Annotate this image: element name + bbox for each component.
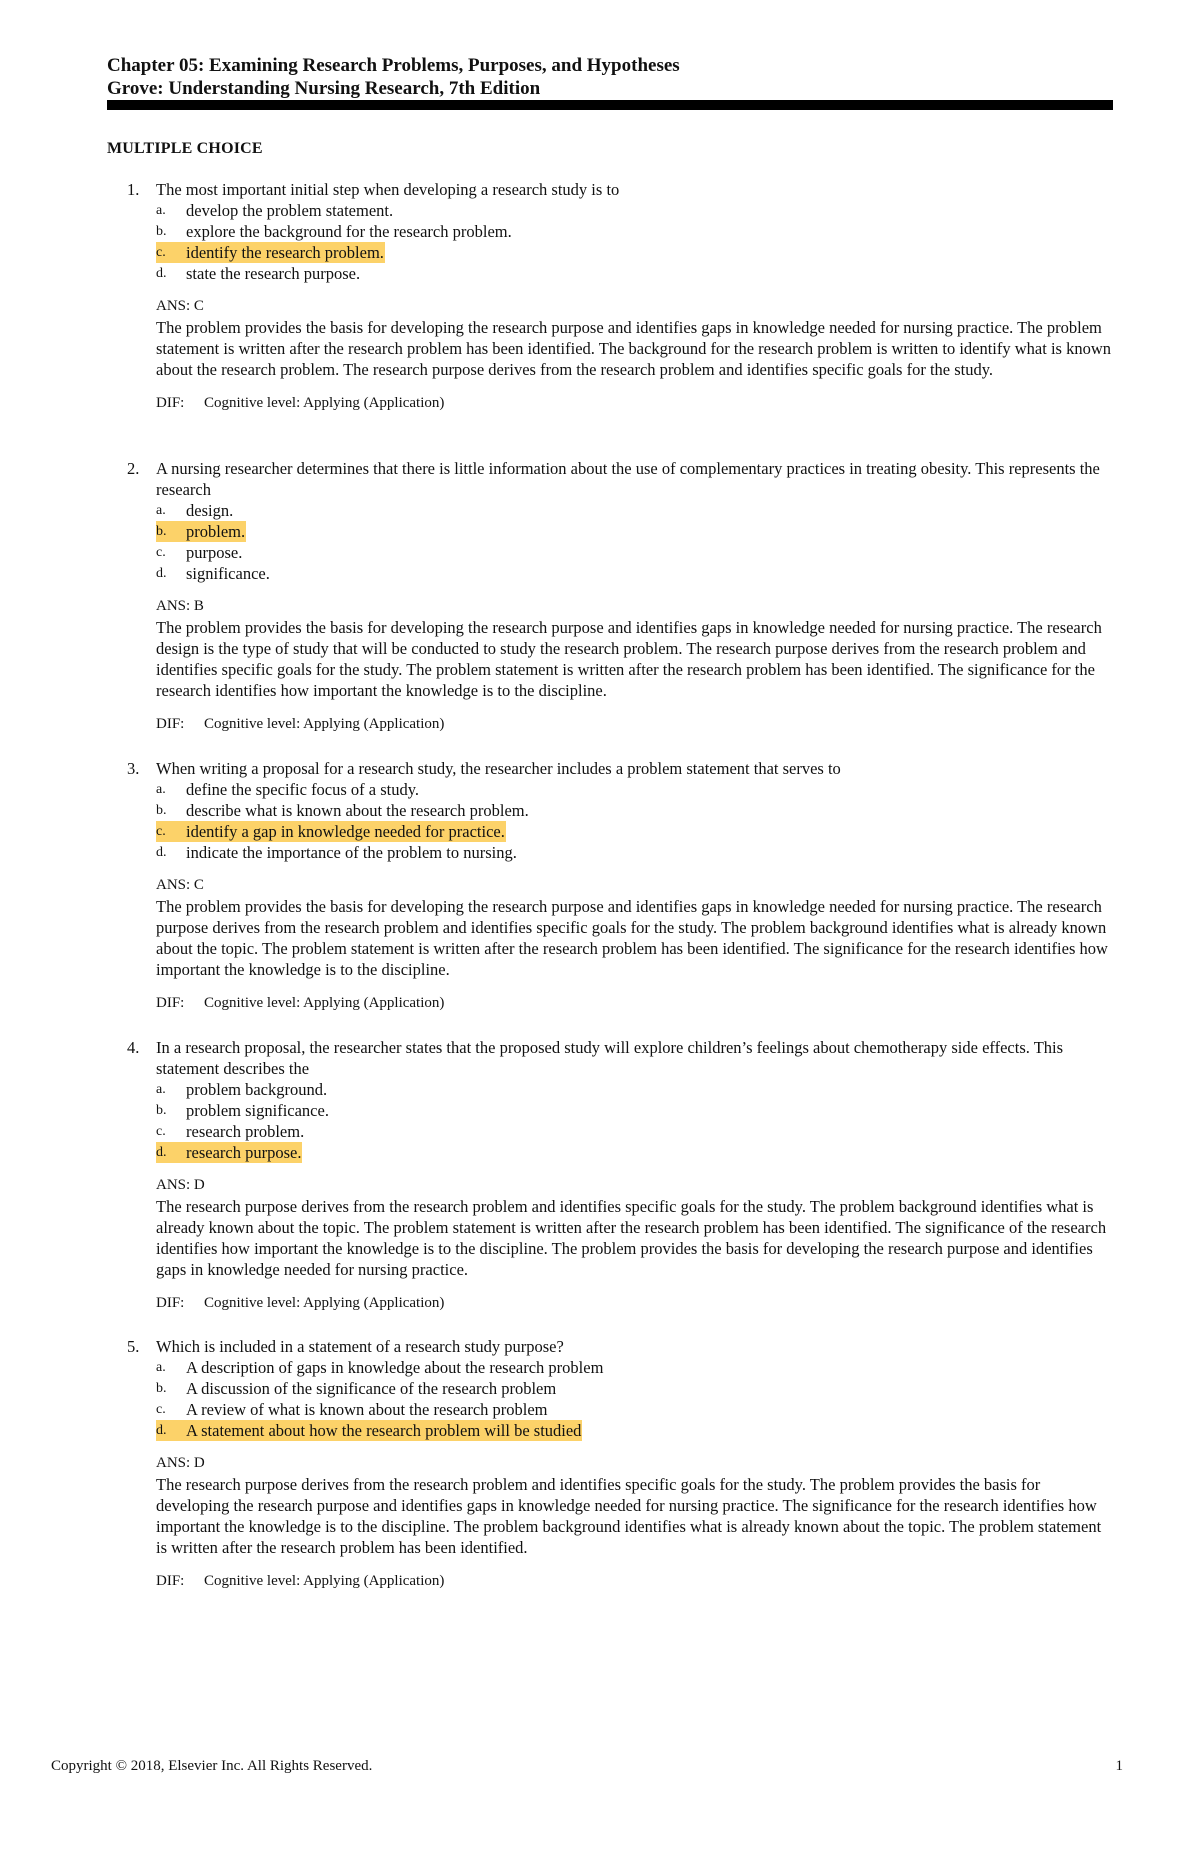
choice-text: A review of what is known about the research problem xyxy=(186,1400,548,1419)
choice-d-correct xyxy=(156,1142,302,1163)
rationale: The problem provides the basis for developing the research purpose and identifies gaps in knowledge needed for nursing practice. The research purpose derives from the research problem and identifies specific goals for the study. The problem background identifies what is already known about the topic. The problem statement is written after the research problem has been identified. The significance for the research identifies how important the knowledge is to the discipline. xyxy=(156,897,1108,979)
choice-text: problem background. xyxy=(186,1080,328,1099)
question-number: 1. xyxy=(127,180,140,199)
choice-letter: a. xyxy=(156,782,166,797)
difficulty xyxy=(156,1293,1113,1314)
rationale: The research purpose derives from the research problem and identifies specific goals for the study. The problem provides the basis for developing the research purpose and identifies gaps in knowledge needed for nursing practice. The significance for the research identifies how important the knowledge is to the discipline. The problem background identifies what is already known about the topic. The problem statement is written after the research problem has been identified. xyxy=(156,1475,1102,1557)
choice-c xyxy=(156,542,1113,563)
difficulty xyxy=(156,393,1113,414)
question-stem: The most important initial step when developing a research study is to xyxy=(156,180,620,199)
choice-a xyxy=(156,1357,1113,1378)
choice-letter: c. xyxy=(156,1402,166,1417)
rationale: The research purpose derives from the research problem and identifies specific goals for the study. The problem background identifies what is already known about the topic. The problem statement is written after the research problem has been identified. The significance of the research identifies how important the knowledge is to the discipline. The problem provides the basis for developing the research purpose and identifies gaps in knowledge needed for nursing practice. xyxy=(156,1197,1107,1279)
dif-label: DIF: xyxy=(156,1295,185,1311)
choice-text: problem. xyxy=(186,522,246,541)
dif-value: Cognitive level: Applying (Application) xyxy=(204,995,445,1011)
question-stem: When writing a proposal for a research study, the researcher includes a problem statement that serves to xyxy=(156,759,841,778)
dif-value: Cognitive level: Applying (Application) xyxy=(204,1573,445,1589)
dif-value: Cognitive level: Applying (Application) xyxy=(204,1295,445,1311)
choice-letter: c. xyxy=(156,545,166,560)
choice-a xyxy=(156,200,1113,221)
choice-b xyxy=(156,221,1113,242)
page-footer xyxy=(51,1758,1123,1775)
choice-list xyxy=(156,1357,1113,1441)
choice-a xyxy=(156,779,1113,800)
choice-d-correct xyxy=(156,1420,582,1441)
answer-label: ANS: D xyxy=(156,1177,205,1193)
question-stem: A nursing researcher determines that there is little information about the use of complementary practices in treating obesity. This represents the research xyxy=(156,459,1100,499)
choice-text: design. xyxy=(186,501,234,520)
answer-key xyxy=(156,294,1113,317)
choice-list xyxy=(156,1079,1113,1163)
choice-d xyxy=(156,563,1113,584)
dif-label: DIF: xyxy=(156,995,185,1011)
answer-key xyxy=(156,1173,1113,1196)
choice-text: develop the problem statement. xyxy=(186,201,394,220)
dif-label: DIF: xyxy=(156,395,185,411)
choice-letter: b. xyxy=(156,524,167,539)
choice-text: indicate the importance of the problem to nursing. xyxy=(186,843,517,862)
choice-text: problem significance. xyxy=(186,1101,329,1120)
choice-letter: c. xyxy=(156,245,166,260)
answer-key xyxy=(156,1451,1113,1474)
choice-text: identify the research problem. xyxy=(186,243,384,262)
choice-text: A description of gaps in knowledge about the research problem xyxy=(186,1358,604,1377)
rationale: The problem provides the basis for developing the research purpose and identifies gaps in knowledge needed for nursing practice. The problem statement is written after the research problem has been identified. The background for the research problem is written to identify what is known about the research problem. The research purpose derives from the research problem and identifies specific goals for the study. xyxy=(156,318,1112,379)
choice-letter: a. xyxy=(156,1082,166,1097)
choice-c xyxy=(156,1399,1113,1420)
choice-letter: b. xyxy=(156,803,167,818)
choice-text: explore the background for the research problem. xyxy=(186,222,512,241)
book-title: Grove: Understanding Nursing Research, 7th Edition xyxy=(107,78,541,99)
choice-list xyxy=(156,779,1113,863)
choice-d xyxy=(156,842,1113,863)
question-number: 2. xyxy=(127,459,140,478)
choice-text: identify a gap in knowledge needed for practice. xyxy=(186,822,505,841)
question-4 xyxy=(107,1037,1113,1314)
difficulty xyxy=(156,714,1113,735)
question-3 xyxy=(107,758,1113,1014)
choice-letter: c. xyxy=(156,824,166,839)
choice-b xyxy=(156,800,1113,821)
choice-c xyxy=(156,1121,1113,1142)
choice-text: research purpose. xyxy=(186,1143,302,1162)
dif-value: Cognitive level: Applying (Application) xyxy=(204,716,445,732)
choice-letter: c. xyxy=(156,1124,166,1139)
choice-list xyxy=(156,200,1113,284)
choice-text: significance. xyxy=(186,564,270,583)
choice-letter: b. xyxy=(156,224,167,239)
choice-letter: b. xyxy=(156,1381,167,1396)
choice-letter: d. xyxy=(156,845,167,860)
answer-label: ANS: B xyxy=(156,598,204,614)
question-number: 4. xyxy=(127,1038,140,1057)
choice-b xyxy=(156,1100,1113,1121)
question-1 xyxy=(107,179,1113,414)
choice-text: define the specific focus of a study. xyxy=(186,780,420,799)
choice-d xyxy=(156,263,1113,284)
choice-letter: a. xyxy=(156,1360,166,1375)
choice-list xyxy=(156,500,1113,584)
choice-c-correct xyxy=(156,242,385,263)
section-title: MULTIPLE CHOICE xyxy=(107,140,263,157)
choice-letter: a. xyxy=(156,503,166,518)
answer-label: ANS: D xyxy=(156,1455,205,1471)
answer-key xyxy=(156,594,1113,617)
rationale: The problem provides the basis for developing the research purpose and identifies gaps in knowledge needed for nursing practice. The research design is the type of study that will be conducted to study the research problem. The research purpose derives from the research problem and identifies specific goals for the study. The problem statement is written after the research problem has been identified. The significance for the research identifies how important the knowledge is to the discipline. xyxy=(156,618,1102,700)
choice-text: A statement about how the research problem will be studied xyxy=(186,1421,582,1440)
choice-text: purpose. xyxy=(186,543,243,562)
choice-b-correct xyxy=(156,521,246,542)
choice-letter: d. xyxy=(156,1423,167,1438)
choice-letter: a. xyxy=(156,203,166,218)
choice-b xyxy=(156,1378,1113,1399)
choice-text: describe what is known about the research problem. xyxy=(186,801,529,820)
question-number: 5. xyxy=(127,1337,140,1356)
header-rule xyxy=(107,100,1113,110)
question-number: 3. xyxy=(127,759,140,778)
difficulty xyxy=(156,1571,1113,1592)
question-stem: In a research proposal, the researcher states that the proposed study will explore children’s feelings about chemotherapy side effects. This statement describes the xyxy=(156,1038,1064,1078)
answer-label: ANS: C xyxy=(156,298,204,314)
difficulty xyxy=(156,993,1113,1014)
choice-a xyxy=(156,1079,1113,1100)
choice-letter: d. xyxy=(156,566,167,581)
question-2 xyxy=(107,458,1113,735)
question-5 xyxy=(107,1336,1113,1592)
dif-value: Cognitive level: Applying (Application) xyxy=(204,395,445,411)
answer-key xyxy=(156,873,1113,896)
choice-c-correct xyxy=(156,821,506,842)
dif-label: DIF: xyxy=(156,1573,185,1589)
choice-letter: d. xyxy=(156,1145,167,1160)
choice-letter: d. xyxy=(156,266,167,281)
choice-letter: b. xyxy=(156,1103,167,1118)
question-stem: Which is included in a statement of a research study purpose? xyxy=(156,1337,564,1356)
choice-text: state the research purpose. xyxy=(186,264,361,283)
page-number: 1 xyxy=(1115,1758,1123,1774)
choice-a xyxy=(156,500,1113,521)
choice-text: research problem. xyxy=(186,1122,305,1141)
dif-label: DIF: xyxy=(156,716,185,732)
copyright-notice: Copyright © 2018, Elsevier Inc. All Rights Reserved. xyxy=(51,1758,373,1774)
choice-text: A discussion of the significance of the research problem xyxy=(186,1379,557,1398)
document-header xyxy=(107,54,1113,100)
chapter-title: Chapter 05: Examining Research Problems, Purposes, and Hypotheses xyxy=(107,55,680,76)
answer-label: ANS: C xyxy=(156,877,204,893)
